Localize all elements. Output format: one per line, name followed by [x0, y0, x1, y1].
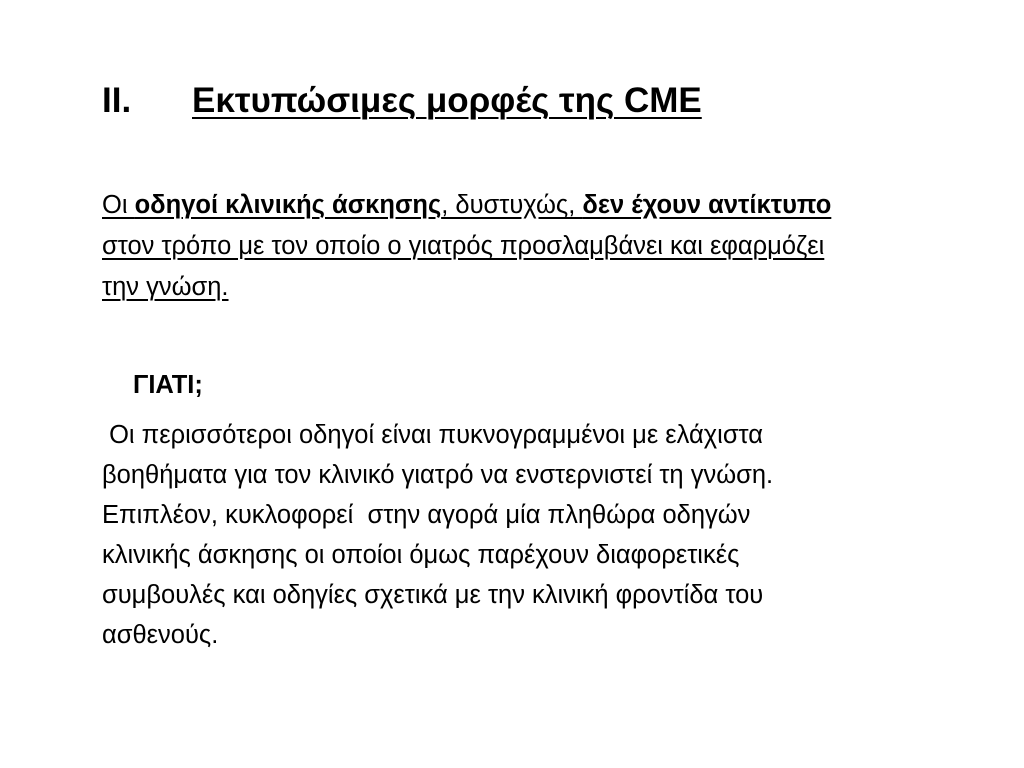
paragraph1-line3: την γνώση. [102, 273, 229, 301]
paragraph2-line: κλινικής άσκησης οι οποίοι όμως παρέχουν διαφορετικές [102, 541, 740, 569]
paragraph-guidelines-impact [102, 185, 1012, 308]
paragraph1-line2: στον τρόπο με τον οποίο ο γιατρός προσλαμβάνει και εφαρμόζει [102, 232, 825, 260]
paragraph2-line: Οι περισσότεροι οδηγοί είναι πυκνογραμμένοι με ελάχιστα [102, 421, 764, 449]
paragraph-explanation [102, 415, 1002, 655]
paragraph2-line: Επιπλέον, κυκλοφορεί στην αγορά μία πληθώρα οδηγών [102, 501, 751, 529]
title-text: Εκτυπώσιμες μορφές της CME [192, 81, 702, 120]
why-heading: ΓΙΑΤΙ; [133, 371, 203, 399]
paragraph2-line: βοηθήματα για τον κλινικό γιατρό να ενστερνιστεί τη γνώση. [102, 461, 774, 489]
paragraph1-part1: Οι [102, 191, 135, 219]
paragraph1-line1 [102, 191, 831, 219]
paragraph1-bold-no-impact: δεν έχουν αντίκτυπο [582, 191, 832, 219]
paragraph2-line: συμβουλές και οδηγίες σχετικά με την κλινική φροντίδα του [102, 581, 764, 609]
paragraph1-part3: , δυστυχώς, [441, 191, 583, 219]
slide-title [102, 78, 702, 124]
paragraph1-bold-guidelines: οδηγοί κλινικής άσκησης [134, 191, 442, 219]
title-number: II. [102, 81, 132, 120]
paragraph2-line: ασθενούς. [102, 621, 219, 649]
